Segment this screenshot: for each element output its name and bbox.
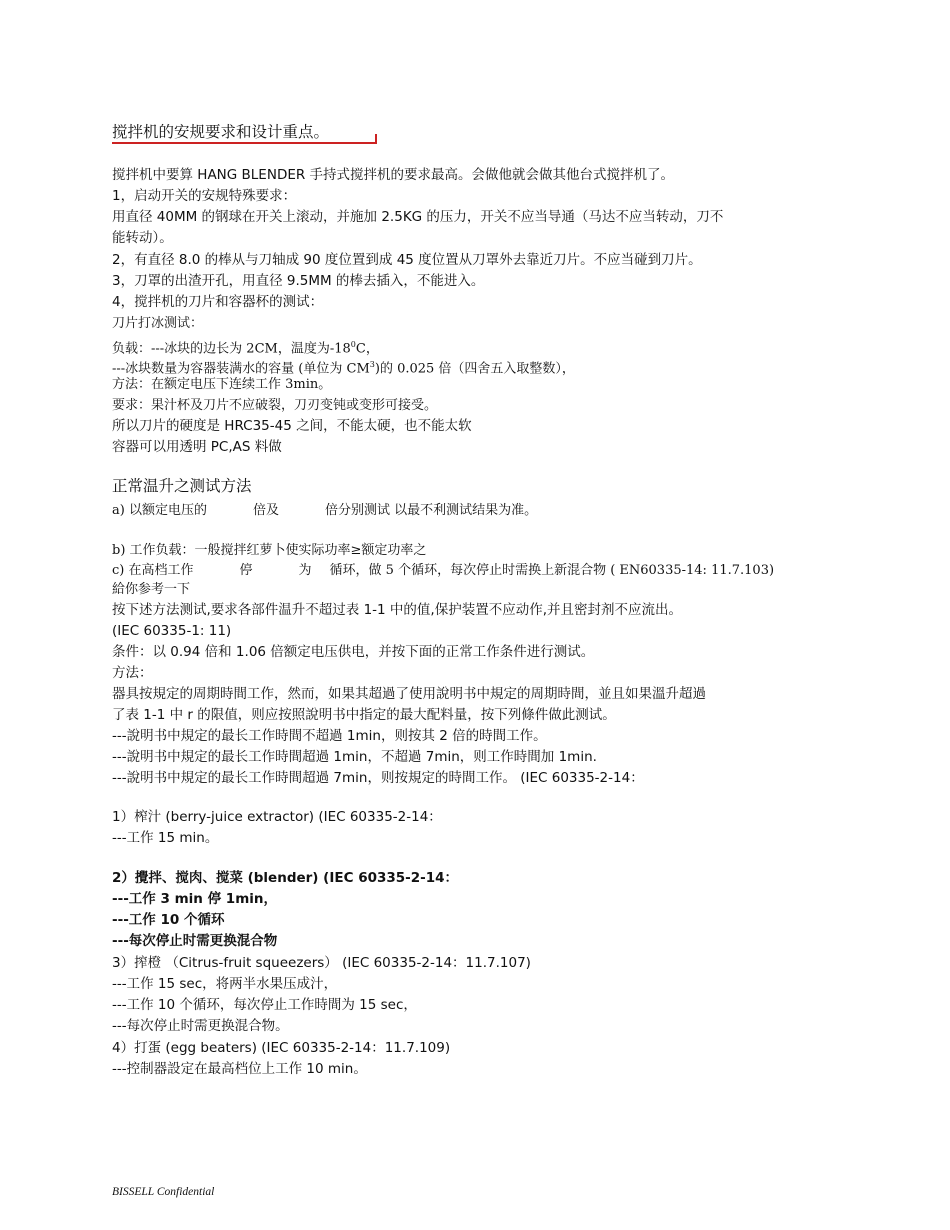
list-item: 3）搾橙 （Citrus-fruit squeezers） (IEC 60335-2-14：11.7.107) <box>112 955 531 971</box>
list-item: ---工作 15 sec，将两半水果压成汁， <box>112 976 338 992</box>
paragraph-line: 1，启动开关的安规特殊要求： <box>112 188 297 204</box>
paragraph-line: 給你参考一下 <box>112 582 191 597</box>
paragraph-line: 方法：在额定电压下连续工作 3min。 <box>112 377 332 392</box>
title-underline <box>112 142 377 144</box>
paragraph-line: 了表 1-1 中 r 的限值，则应按照說明书中指定的最大配料量，按下列條件做此测试。 <box>112 707 616 723</box>
paragraph-line: ---冰块数量为容器装满水的容量 (单位为 $CM^3$)的 0.025 倍（四舍五入取整数）， <box>112 360 575 377</box>
title-underline-tick <box>375 134 377 144</box>
list-item: ---控制器設定在最高档位上工作 10 min。 <box>112 1061 367 1077</box>
paragraph-line: 能转动）。 <box>112 230 173 246</box>
list-item: 2）攪拌、搅肉、搅菜 (blender) (IEC 60335-2-14： <box>112 870 459 886</box>
paragraph-line: 用直径 40MM 的钢球在开关上滚动，并施加 2.5KG 的压力，开关不应当导通（马达不应当转动，刀不 <box>112 209 724 225</box>
list-item: ---工作 3 min 停 1min， <box>112 891 278 907</box>
paragraph-line: ---說明书中規定的最长工作時間超過 7min，则按規定的時間工作。 (IEC 60335-2-14： <box>112 770 644 786</box>
paragraph-line: 3，刀罩的出渣开孔，用直径 9.5MM 的棒去插入，不能进入。 <box>112 273 485 289</box>
paragraph-line: 负载：---冰块的边长为 2CM，温度为$-18^0C$， <box>112 340 379 357</box>
list-item: ---工作 10 个循环，每次停止工作時間为 15 sec， <box>112 997 417 1013</box>
paragraph-line: 4，搅拌机的刀片和容器杯的测试： <box>112 294 324 310</box>
list-item: ---工作 15 min。 <box>112 830 219 846</box>
list-item: 4）打蛋 (egg beaters) (IEC 60335-2-14：11.7.109) <box>112 1040 451 1056</box>
paragraph-line: 按下述方法测试,要求各部件温升不超过表 1-1 中的值,保护装置不应动作,并且密封剂不应流出。 <box>112 602 683 618</box>
list-item: ---每次停止时需更换混合物。 <box>112 1018 289 1034</box>
paragraph-line: 刀片打冰测试： <box>112 316 204 331</box>
paragraph-line: 所以刀片的硬度是 HRC35-45 之间，不能太硬，也不能太软 <box>112 418 472 434</box>
paragraph-line: 2，有直径 8.0 的棒从与刀轴成 90 度位置到成 45 度位置从刀罩外去靠近刀片。不应当碰到刀片。 <box>112 252 702 268</box>
list-item: ---每次停止时需更换混合物 <box>112 933 278 949</box>
document-title: 搅拌机的安规要求和设计重点。 <box>112 123 330 141</box>
intro-line: 搅拌机中要算 HANG BLENDER 手持式搅拌机的要求最高。会做他就会做其他台式搅拌机了。 <box>112 167 675 183</box>
paragraph-line: ---說明书中規定的最长工作時間不超過 1min，则按其 2 倍的時間工作。 <box>112 728 547 744</box>
paragraph-line: 条件：以 0.94 倍和 1.06 倍额定电压供电，并按下面的正常工作条件进行测试。 <box>112 644 595 660</box>
list-item: ---工作 10 个循环 <box>112 912 225 928</box>
paragraph-line: ---說明书中規定的最长工作時間超過 1min，不超過 7min，则工作時間加 1min. <box>112 749 597 765</box>
paragraph-line: b) 工作负载：一般搅拌红萝卜使实际功率≥额定功率之 <box>112 543 427 558</box>
section-heading: 正常温升之测试方法 <box>112 477 252 495</box>
paragraph-line: a) 以额定电压的 倍及 倍分别测试 以最不利测试结果为准。 <box>112 503 538 518</box>
paragraph-line: c) 在高档工作 停 为 循环，做 5 个循环，每次停止时需换上新混合物 ( EN60335-14: 11.7.103) <box>112 563 775 578</box>
list-item: 1）榨汁 (berry-juice extractor) (IEC 60335-2-14： <box>112 809 442 825</box>
paragraph-line: 容器可以用透明 PC,AS 料做 <box>112 439 282 455</box>
paragraph-line: (IEC 60335-1: 11) <box>112 623 232 639</box>
page-footer: BISSELL Confidential <box>112 1186 215 1198</box>
paragraph-line: 要求：果汁杯及刀片不应破裂，刀刃变钝或变形可接受。 <box>112 398 438 413</box>
paragraph-line: 方法： <box>112 665 153 681</box>
paragraph-line: 器具按規定的周期時間工作，然而，如果其超過了使用說明书中規定的周期時間，並且如果溫升超過 <box>112 686 706 702</box>
